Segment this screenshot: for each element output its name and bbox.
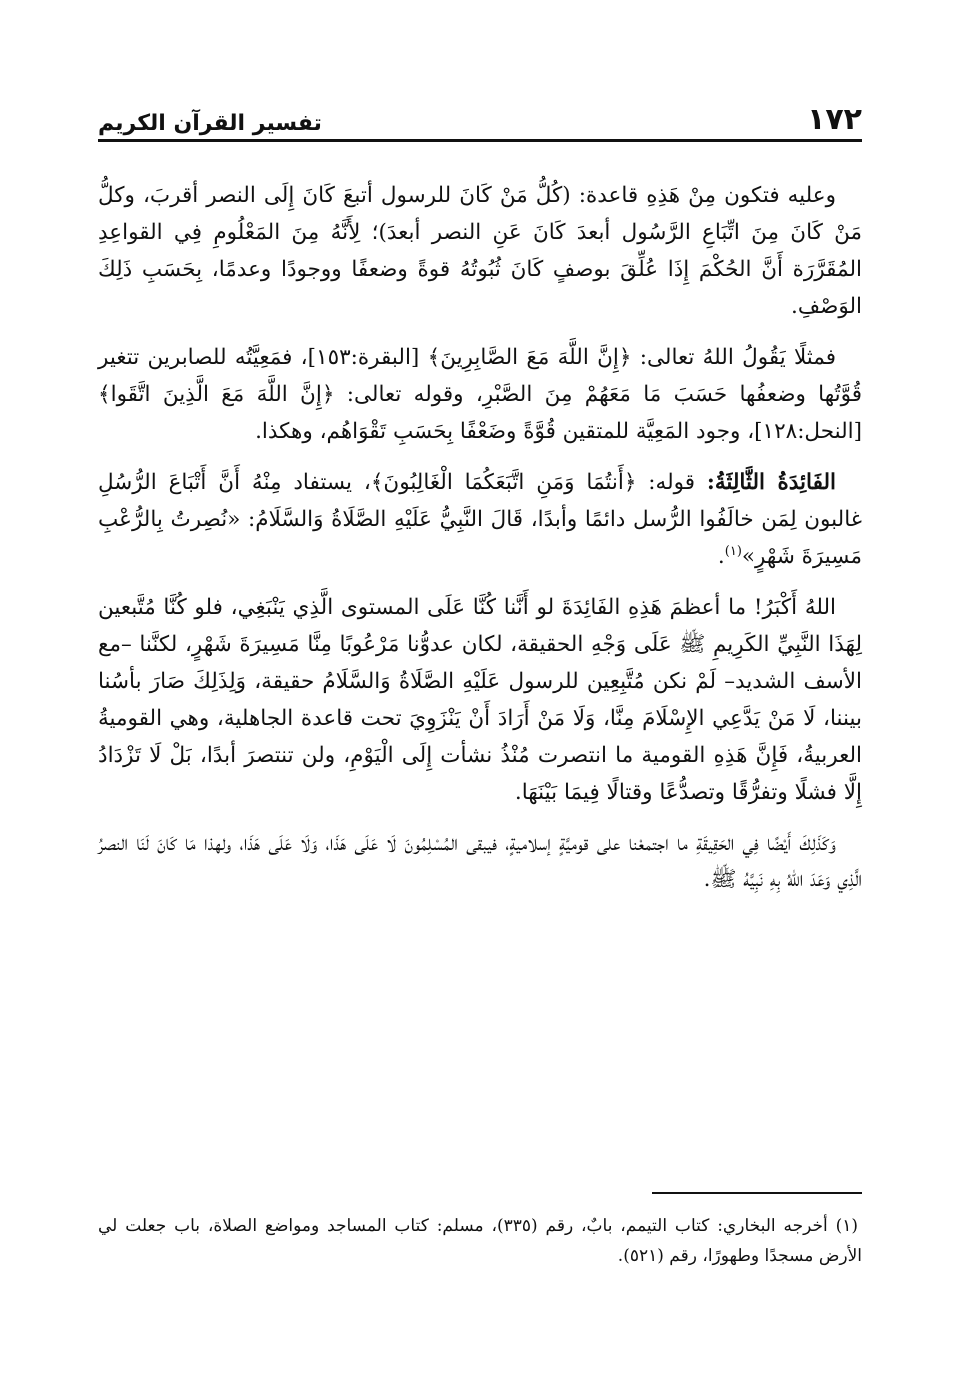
- page-header: [98, 96, 862, 142]
- section-heading: الفَائِدَةُ الثَّالِثَةُ:: [706, 469, 836, 495]
- paragraph-text: وعليه فتكون مِنْ هَذِهِ قاعدة: (كُلُّ مَنْ كَانَ للرسول أتبعَ كَانَ إِلَى النصر أقربَ، وكلُّ مَنْ كَانَ مِنَ اتِّبَاعِ الرَّسُول أبعدَ كَانَ عَنِ النصر أبعدَ)؛ لِأَنَّهُ مِنَ المَعْلُومِ فِي القواعِدِ المُقَرَّرَة أَنَّ الحُكْمَ إِذَا عُلِّقَ بوصفٍ كَانَ ثُبُوتُهُ قوةً وضعفًا ووجودًا وعدمًا، بِحَسَبِ ذَلِكَ الوَصْفِ.: [98, 183, 862, 319]
- footnotes: [98, 1212, 862, 1272]
- paragraph-text: اللهُ أَكْبَرُ! ما أعظمَ هَذِهِ الفَائِدَةَ لو أَنَّنا كُنَّا عَلَى المستوى الَّذِي يَنْبَغِي، فلو كُنَّا مُتَّبعين لِهَذَا النَّبِيِّ الكَرِيمِ ﷺ عَلَى وَجْهِ الحقيقة، لكان عدوُّنا مَرْعُوبًا مِنَّا مَسِيرَةَ شَهْرٍ، لكنَّنا –مع الأسف الشديد– لَمْ نكن مُتَّبِعِين للرسول عَلَيْهِ الصَّلَاةُ وَالسَّلَامُ حقيقة، وَلِذَلِكَ صَارَ بأسُنا بيننا، لَا مَنْ يَدَّعِي الإِسْلَامَ مِنَّا، وَلَا مَنْ أَرَادَ أَنْ يَنْزَوِيَ تحت قاعدة الجاهلية، وهي القوميةُ العربيةُ، فَإِنَّ هَذِهِ القومية ما انتصرت مُنْذُ نشأت إِلَى الْيَوْمِ، ولن تنتصرَ أبدًا، بَلْ لَا تَزْدَادُ إِلَّا فشلًا وتفرُّقًا وتصدُّعًا وقتالًا فِيمَا بَيْنَهَا.: [98, 594, 862, 805]
- footnote-divider: [652, 1192, 862, 1194]
- footnote-reference[interactable]: (١): [724, 543, 742, 559]
- paragraph-tail: .: [717, 543, 725, 569]
- running-title: تفسير القرآن الكريم: [98, 111, 322, 136]
- paragraph-rule-statement: [98, 178, 862, 326]
- paragraph-text: فمثلًا يَقُولُ اللهُ تعالى: ﴿إِنَّ اللَّهَ مَعَ الصَّابِرِينَ﴾ [البقرة:١٥٣]، فمَعِيَّتُه للصابرين تتغير قُوَّتُها وضعفُها حَسَبَ مَا مَعَهُمْ مِنَ الصَّبْرِ، وقوله تعالى: ﴿إِنَّ اللَّهَ مَعَ الَّذِينَ اتَّقَوا﴾ [النحل:١٢٨]، وجود المَعِيَّة للمتقين قُوَّةً وضَعْفًا بِحَسَبِ تَقْوَاهُم، وهكذا.: [98, 344, 862, 444]
- paragraph-third-benefit: [98, 465, 862, 576]
- page-number: ١٧٢: [807, 102, 862, 137]
- paragraph-commentary: [98, 590, 862, 812]
- paragraph-text: وَكَذَلِكَ أَيْضًا فِي الحَقِيقَةِ ما اجتمعْنا على قوميَّةٍ إسلاميةٍ، فيبقى المُسْلِمُونَ لَا عَلَى هَذَا، وَلَا عَلَى هَذَا، ولهذا مَا كَانَ لَنَا النصرُ الَّذِي وَعَدَ اللهُ بِهِ نَبِيَّهُ ﷺ.: [98, 830, 862, 893]
- main-text: [98, 178, 862, 913]
- paragraph-text: قوله: ﴿أَنتُمَا وَمَنِ اتَّبَعَكُمَا الْغَالِبُونَ﴾، يستفاد مِنْهُ أَنَّ أَتْبَاعَ الرُّسُلِ غالبون لِمَن خالَفُوا الرُّسل دائمًا وأبدًا، قَالَ النَّبِيُّ عَلَيْهِ الصَّلَاةُ وَالسَّلَامُ: «نُصِرتُ بِالرُّعْبِ مَسِيرَةَ شَهْرٍ»: [98, 469, 862, 569]
- paragraph-example: [98, 340, 862, 451]
- footnote-item: (١) أخرجه البخاري: كتاب التيمم، بابٌ، رقم (٣٣٥)، مسلم: كتاب المساجد ومواضع الصلاة، باب جعلت لي الأرض مسجدًا وطهورًا، رقم (٥٢١).: [98, 1216, 862, 1266]
- paragraph-conclusion: [98, 826, 862, 900]
